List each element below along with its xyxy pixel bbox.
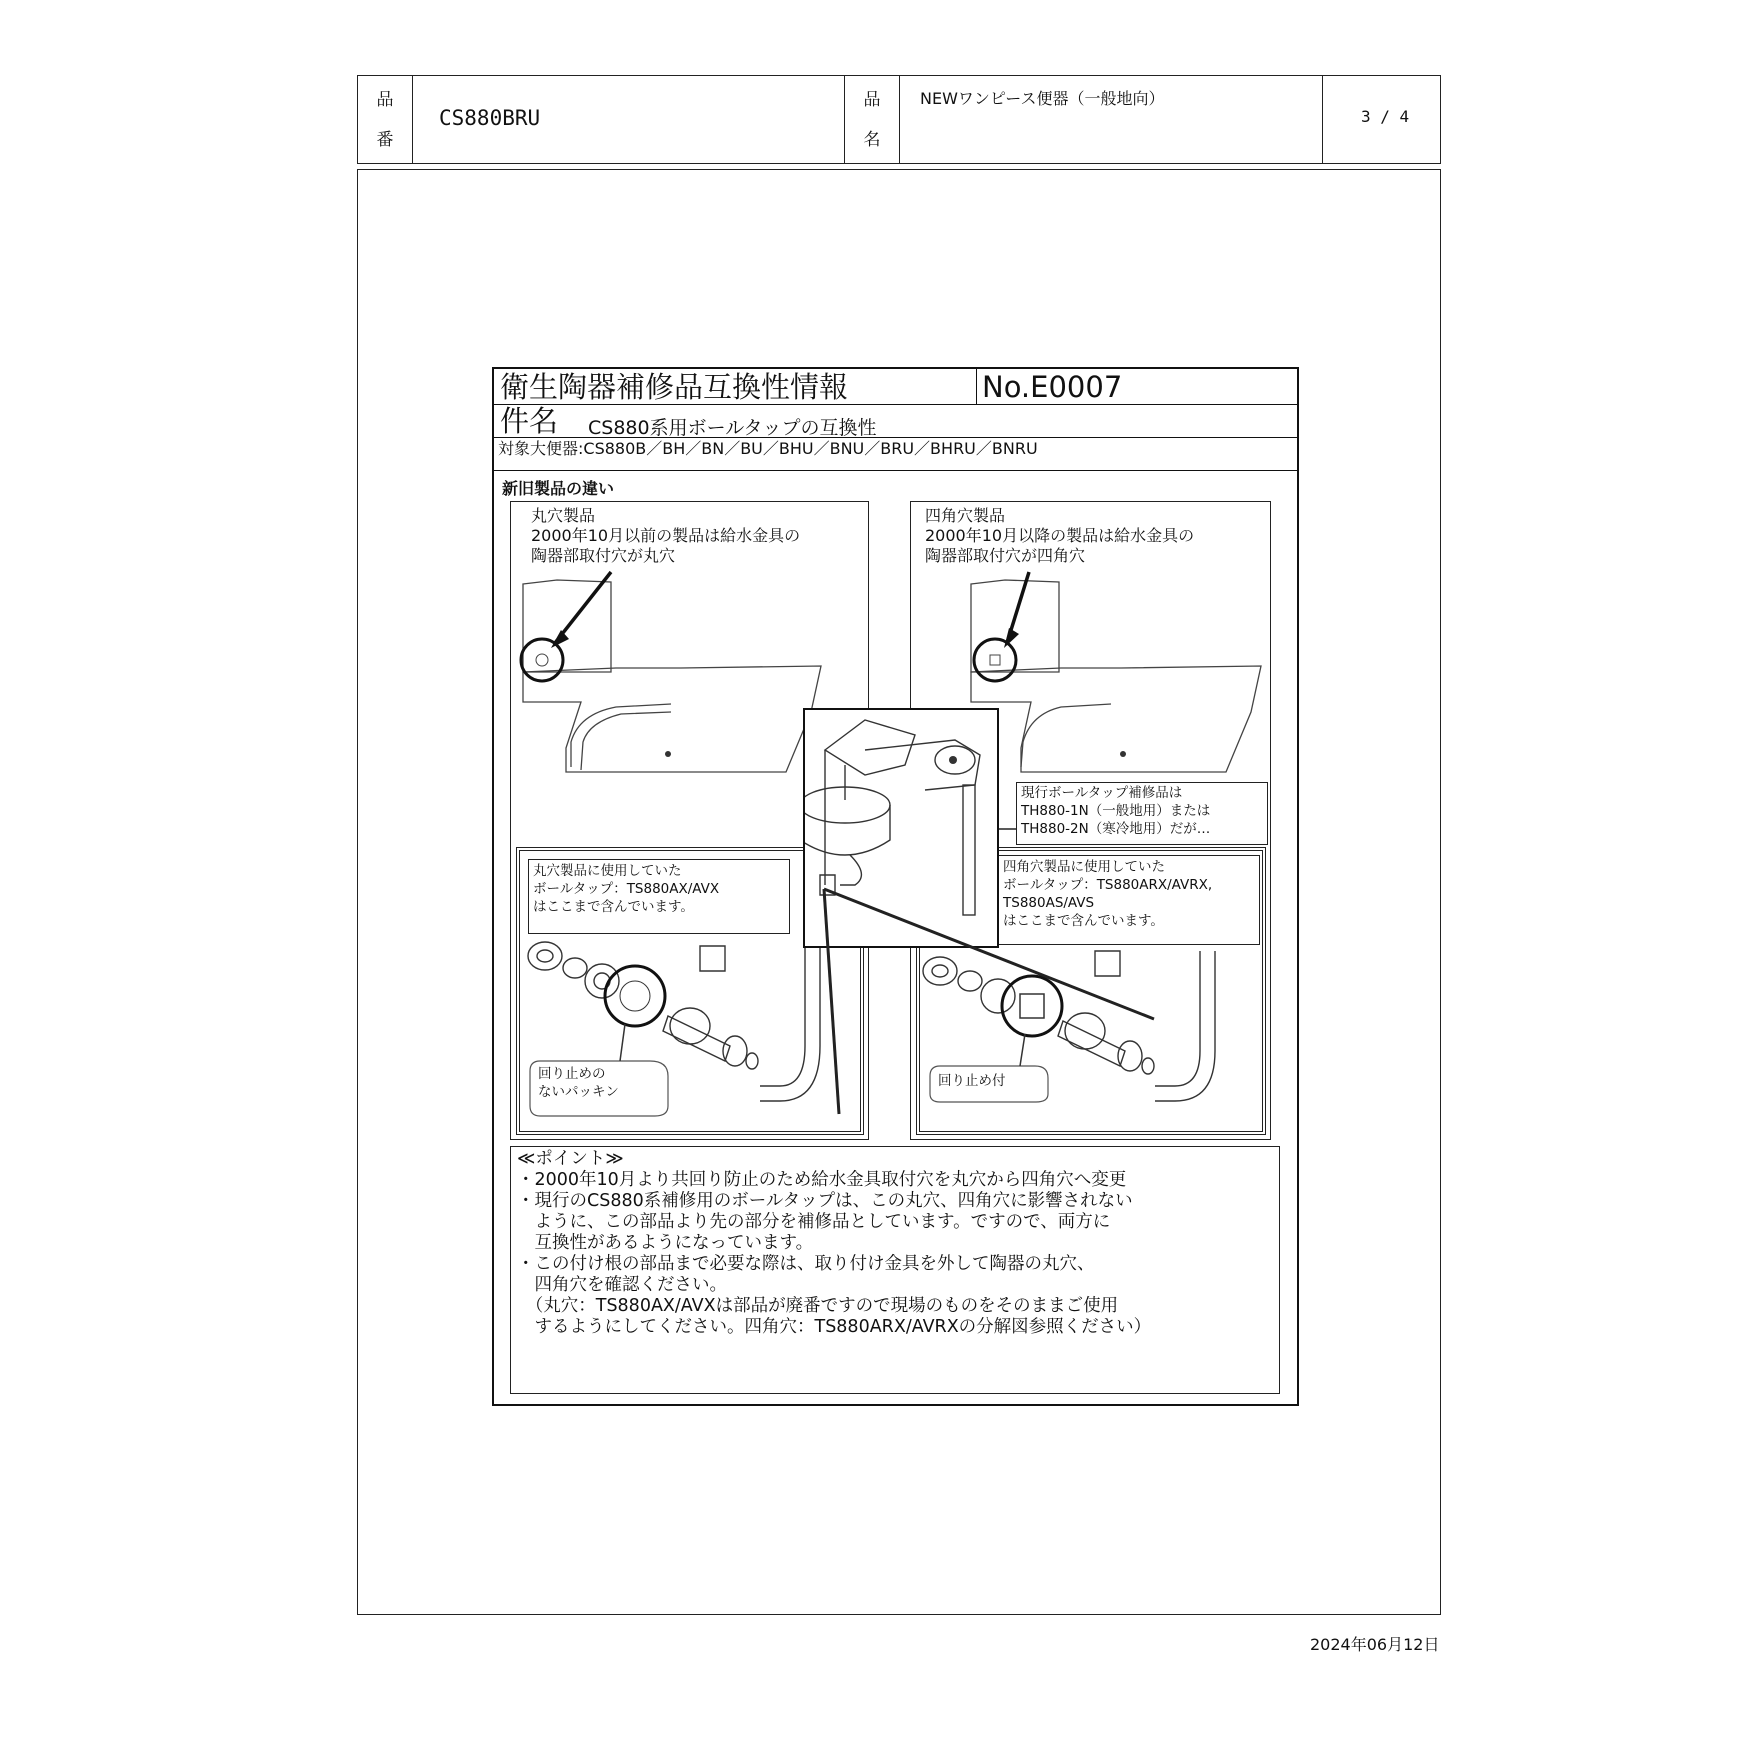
product-name: NEWワンピース便器（一般地向） [920, 89, 1165, 108]
current-balltap-note: 現行ボールタップ補修品は TH880-1N（一般地用）または TH880-2N（寒冷地用）だが… [1016, 782, 1268, 845]
sheet-title: 衛生陶器補修品互換性情報 [500, 370, 849, 404]
issue-date: 2024年06月12日 [1310, 1635, 1440, 1654]
info-sheet [492, 367, 1299, 1406]
points-box [510, 1146, 1280, 1394]
points-title: ≪ポイント≫ [517, 1149, 624, 1169]
row-divider [494, 404, 1297, 405]
part-number: CS880BRU [439, 106, 541, 130]
square-hole-parts-diagram [920, 936, 1262, 1131]
point-line: するようにしてください。四角穴：TS880ARX/AVRXの分解図参照ください） [517, 1317, 1152, 1337]
part-no-cell [413, 76, 845, 163]
round-hole-panel: 丸穴製品 2000年10月以前の製品は給水金具の 陶器部取付穴が丸穴 丸穴製品に使用していた ボールタップ：TS880AX/AVX はここまで含んでいます。 回り止めの ないパッキン [510, 501, 869, 1140]
square-hole-panel: 四角穴製品 2000年10月以降の製品は給水金具の 陶器部取付穴が四角穴 四角穴製品に使用していた ボールタップ：TS880ARX/AVRX, TS880AS/AVS はここまで含んでいます。 回り止め付 [910, 501, 1271, 1140]
subject-text: CS880系用ボールタップの互換性 [588, 417, 877, 439]
balltap-illustration-box [803, 708, 999, 948]
panel-title: 丸穴製品 [531, 506, 596, 525]
panel-title: 四角穴製品 [925, 506, 1006, 525]
product-name-label: 品 名 [845, 76, 900, 163]
sheet-number: No.E0007 [982, 370, 1123, 404]
point-line: 四角穴を確認ください。 [517, 1275, 727, 1295]
target-models: 対象大便器:CS880B／BH／BN／BU／BHU／BNU／BRU／BHRU／BNRU [498, 439, 1038, 458]
point-line: ・現行のCS880系補修用のボールタップは、この丸穴、四角穴に影響されない [517, 1191, 1133, 1211]
bubble-line: 回り止めの [538, 1066, 606, 1082]
row-divider [494, 470, 1297, 471]
subject-label: 件名 [500, 404, 559, 438]
header-table [357, 75, 1441, 164]
point-line: （丸穴：TS880AX/AVXは部品が廃番ですので現場のものをそのままご使用 [517, 1296, 1119, 1316]
page-cell [1323, 76, 1442, 163]
balltap-illustration [805, 710, 997, 946]
point-line: 互換性があるようになっています。 [517, 1233, 814, 1253]
page-number: 3 / 4 [1361, 107, 1410, 126]
round-hole-callout: 丸穴製品に使用していた ボールタップ：TS880AX/AVX はここまで含んでいます。 [528, 859, 790, 934]
section-title: 新旧製品の違い [502, 479, 615, 498]
point-line: ・この付け根の部品まで必要な際は、取り付け金具を外して陶器の丸穴、 [517, 1254, 1095, 1274]
round-hole-parts-diagram [520, 936, 860, 1131]
title-divider [976, 369, 977, 404]
part-no-label: 品 番 [358, 76, 413, 163]
bubble-line: ないパッキン [538, 1084, 619, 1100]
square-hole-callout: 四角穴製品に使用していた ボールタップ：TS880ARX/AVRX, TS880AS/AVS はここまで含んでいます。 [998, 855, 1260, 945]
point-line: ように、この部品より先の部分を補修品としています。ですので、両方に [517, 1212, 1111, 1232]
point-line: ・2000年10月より共回り防止のため給水金具取付穴を丸穴から四角穴へ変更 [517, 1170, 1127, 1190]
bubble-line: 回り止め付 [938, 1073, 1006, 1089]
product-name-cell [900, 76, 1323, 163]
